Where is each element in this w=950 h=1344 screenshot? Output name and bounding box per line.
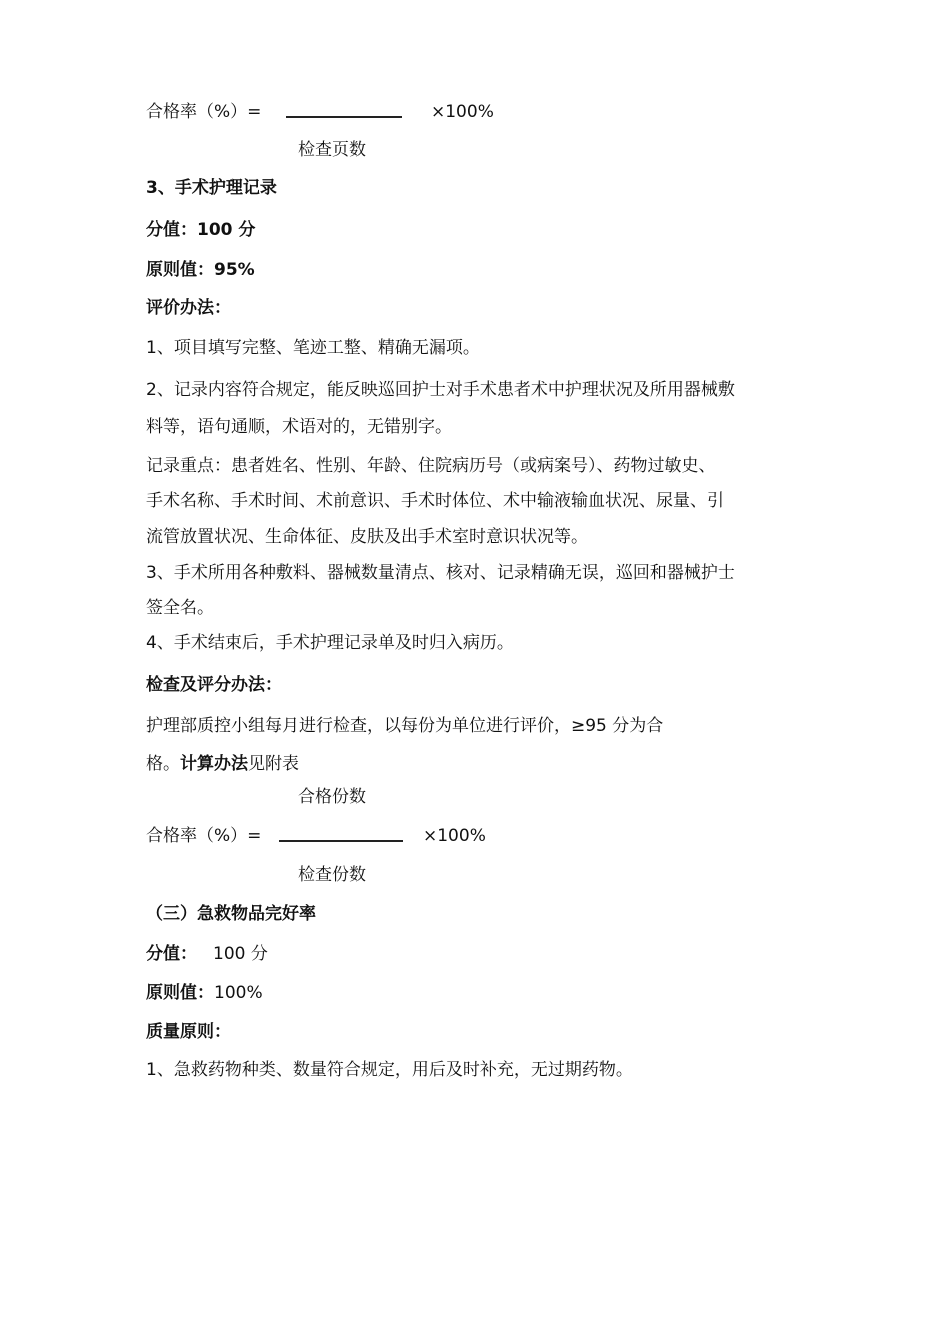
- formula-2-denominator: 检查份数: [298, 865, 366, 885]
- list-item: 流管放置状况、生命体征、皮肤及出手术室时意识状况等。: [146, 527, 588, 547]
- list-item: 料等，语句通顺，术语对的，无错别字。: [146, 417, 452, 437]
- list-item: 1、项目填写完整、笔迹工整、精确无漏项。: [146, 338, 480, 358]
- check-text-prefix: 格。: [146, 754, 180, 774]
- list-item: 手术名称、手术时间、术前意识、手术时体位、术中输液输血状况、尿量、引: [146, 491, 724, 511]
- formula-1-denominator: 检查页数: [298, 140, 366, 160]
- section-3-check-text: 护理部质控小组每月进行检查，以每份为单位进行评价，≥95 分为合: [146, 716, 664, 736]
- score-label: 分值：: [146, 944, 197, 964]
- formula-2-fraction-bar: [279, 840, 403, 842]
- formula-2-multiplier: ×100%: [423, 826, 486, 846]
- section-emergency-quality-title: 质量原则：: [146, 1022, 231, 1042]
- section-emergency-score: [146, 943, 268, 965]
- formula-1-label: 合格率（%）=: [146, 102, 262, 122]
- section-3-title: 3、手术护理记录: [146, 178, 277, 198]
- section-3-score: 分值：100 分: [146, 220, 256, 240]
- formula-2-numerator: 合格份数: [298, 787, 366, 807]
- list-item: 1、急救药物种类、数量符合规定，用后及时补充，无过期药物。: [146, 1060, 633, 1080]
- calc-method-label: 计算办法: [180, 754, 248, 774]
- section-3-principle: 原则值：95%: [146, 260, 255, 280]
- formula-1-fraction-bar: [286, 116, 402, 118]
- principle-label: 原则值：: [146, 983, 214, 1003]
- formula-1-multiplier: ×100%: [431, 102, 494, 122]
- list-item: 记录重点：患者姓名、性别、年龄、住院病历号（或病案号）、药物过敏史、: [146, 456, 716, 476]
- section-3-check-title: 检查及评分办法：: [146, 675, 282, 695]
- section-emergency-title: （三）急救物品完好率: [146, 904, 316, 924]
- check-text-suffix: 见附表: [248, 754, 299, 774]
- section-3-check-text-cont: [146, 753, 299, 775]
- principle-value: 100%: [214, 983, 263, 1003]
- list-item: 3、手术所用各种敷料、器械数量清点、核对、记录精确无误，巡回和器械护士: [146, 563, 735, 583]
- formula-2-label: 合格率（%）=: [146, 826, 262, 846]
- list-item: 4、手术结束后，手术护理记录单及时归入病历。: [146, 633, 514, 653]
- section-emergency-principle: [146, 982, 263, 1004]
- score-value: 100 分: [213, 944, 268, 964]
- list-item: 2、记录内容符合规定，能反映巡回护士对手术患者术中护理状况及所用器械敷: [146, 380, 735, 400]
- section-3-method-title: 评价办法：: [146, 298, 231, 318]
- list-item: 签全名。: [146, 598, 214, 618]
